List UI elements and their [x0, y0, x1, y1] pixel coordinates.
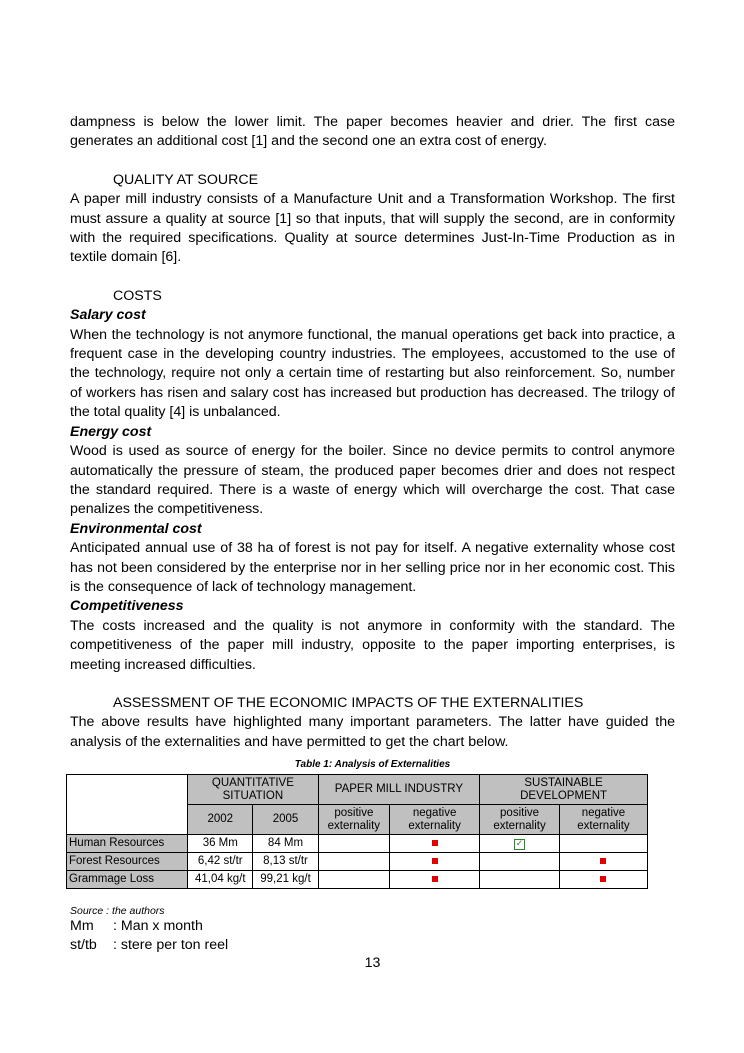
paragraph-salary: When the technology is not anymore functional, the manual operations get back into practice, a frequent case in the developing country industries. The employees, accustomed to the use of the technology, require not only a certain time of restarting but also reinforcement. So, number of workers has risen and salary cost has increased but production has decreased. The trilogy of the total quality [4] is unbalanced.	[70, 326, 675, 421]
checkbox-checked-icon: ✓	[515, 839, 524, 850]
table-row	[67, 871, 648, 889]
cell-pmi-positive	[318, 871, 389, 889]
cell-pmi-negative	[390, 835, 480, 853]
negative-marker-icon	[432, 840, 438, 846]
sub-header-2002: 2002	[188, 805, 253, 835]
negative-marker-icon	[600, 858, 606, 864]
row-label-grammage-loss: Grammage Loss	[67, 871, 188, 889]
sub-header-sd-positive: positive externality	[480, 805, 560, 835]
sub-header-sd-negative: negative externality	[559, 805, 647, 835]
abbreviation-mm	[70, 917, 203, 936]
cell-sd-positive	[480, 853, 560, 871]
page-body	[70, 113, 675, 1022]
negative-marker-icon	[432, 858, 438, 864]
sub-header-pmi-negative: negative externality	[390, 805, 480, 835]
negative-marker-icon	[600, 876, 606, 882]
abbreviation-key: Mm	[70, 918, 94, 935]
row-label-forest-resources: Forest Resources	[67, 853, 188, 871]
table-source: Source : the authors	[70, 905, 165, 918]
cell-sd-negative	[559, 835, 647, 853]
heading-assessment: ASSESSMENT OF THE ECONOMIC IMPACTS OF THE EXTERNALITIES	[113, 694, 584, 711]
paragraph-quality: A paper mill industry consists of a Manufacture Unit and a Transformation Workshop. The first must assure a quality at source [1] so that inputs, that will supply the second, are in conformity with the required specifications. Quality at source determines Just-In-Time Production as in textile domain [6].	[70, 191, 675, 266]
subheading-energy-cost: Energy cost	[70, 423, 152, 440]
paragraph-dampness: dampness is below the lower limit. The paper becomes heavier and drier. The first case generates an additional cost [1] and the second one an extra cost of energy.	[70, 114, 675, 150]
group-header-quantitative: QUANTITATIVE SITUATION	[188, 775, 318, 805]
cell-sd-negative	[559, 853, 647, 871]
cell-pmi-positive	[318, 853, 389, 871]
cell-2005: 8,13 st/tr	[253, 853, 318, 871]
table-caption: Table 1: Analysis of Externalities	[294, 759, 451, 771]
abbreviation-value: : Man x month	[113, 918, 203, 935]
heading-costs: COSTS	[113, 287, 162, 304]
cell-pmi-positive	[318, 835, 389, 853]
externalities-table	[66, 774, 648, 889]
group-header-paper-mill: PAPER MILL INDUSTRY	[318, 775, 480, 805]
cell-2005: 99,21 kg/t	[253, 871, 318, 889]
sub-header-pmi-positive: positive externality	[318, 805, 389, 835]
subheading-competitiveness: Competitiveness	[70, 598, 184, 615]
paragraph-assessment: The above results have highlighted many important parameters. The latter have guided the analysis of the externalities and have permitted to get the chart below.	[70, 714, 675, 750]
group-header-sustainable: SUSTAINABLE DEVELOPMENT	[480, 775, 648, 805]
abbreviation-sttb	[70, 936, 228, 955]
sub-header-2005: 2005	[253, 805, 318, 835]
cell-sd-positive	[480, 871, 560, 889]
table-row	[67, 835, 648, 853]
cell-pmi-negative	[390, 853, 480, 871]
table-corner-cell	[67, 775, 188, 835]
table-row	[67, 853, 648, 871]
subheading-environmental-cost: Environmental cost	[70, 520, 202, 537]
negative-marker-icon	[432, 876, 438, 882]
cell-sd-negative	[559, 871, 647, 889]
heading-quality-at-source: QUALITY AT SOURCE	[113, 171, 259, 188]
cell-sd-positive	[480, 835, 560, 853]
row-label-human-resources: Human Resources	[67, 835, 188, 853]
cell-2002: 36 Mm	[188, 835, 253, 853]
cell-2005: 84 Mm	[253, 835, 318, 853]
abbreviation-value: : stere per ton reel	[113, 937, 229, 954]
cell-pmi-negative	[390, 871, 480, 889]
paragraph-energy: Wood is used as source of energy for the boiler. Since no device permits to control anymore automatically the pressure of steam, the produced paper becomes drier and does not respect the standard required. There is a waste of energy which will overcharge the cost. That case penalizes the competitiveness.	[70, 443, 675, 518]
page-number: 13	[364, 955, 381, 972]
cell-2002: 41,04 kg/t	[188, 871, 253, 889]
abbreviation-key: st/tb	[70, 937, 97, 954]
paragraph-environmental: Anticipated annual use of 38 ha of forest is not pay for itself. A negative externality whose cost has not been considered by the enterprise nor in her selling price nor in her economic cost. This is the consequence of lack of technology management.	[70, 540, 675, 595]
subheading-salary-cost: Salary cost	[70, 307, 146, 324]
paragraph-competitiveness: The costs increased and the quality is not anymore in conformity with the standard. The competitiveness of the paper mill industry, opposite to the paper importing enterprises, is meeting increased difficulties.	[70, 617, 675, 673]
cell-2002: 6,42 st/tr	[188, 853, 253, 871]
